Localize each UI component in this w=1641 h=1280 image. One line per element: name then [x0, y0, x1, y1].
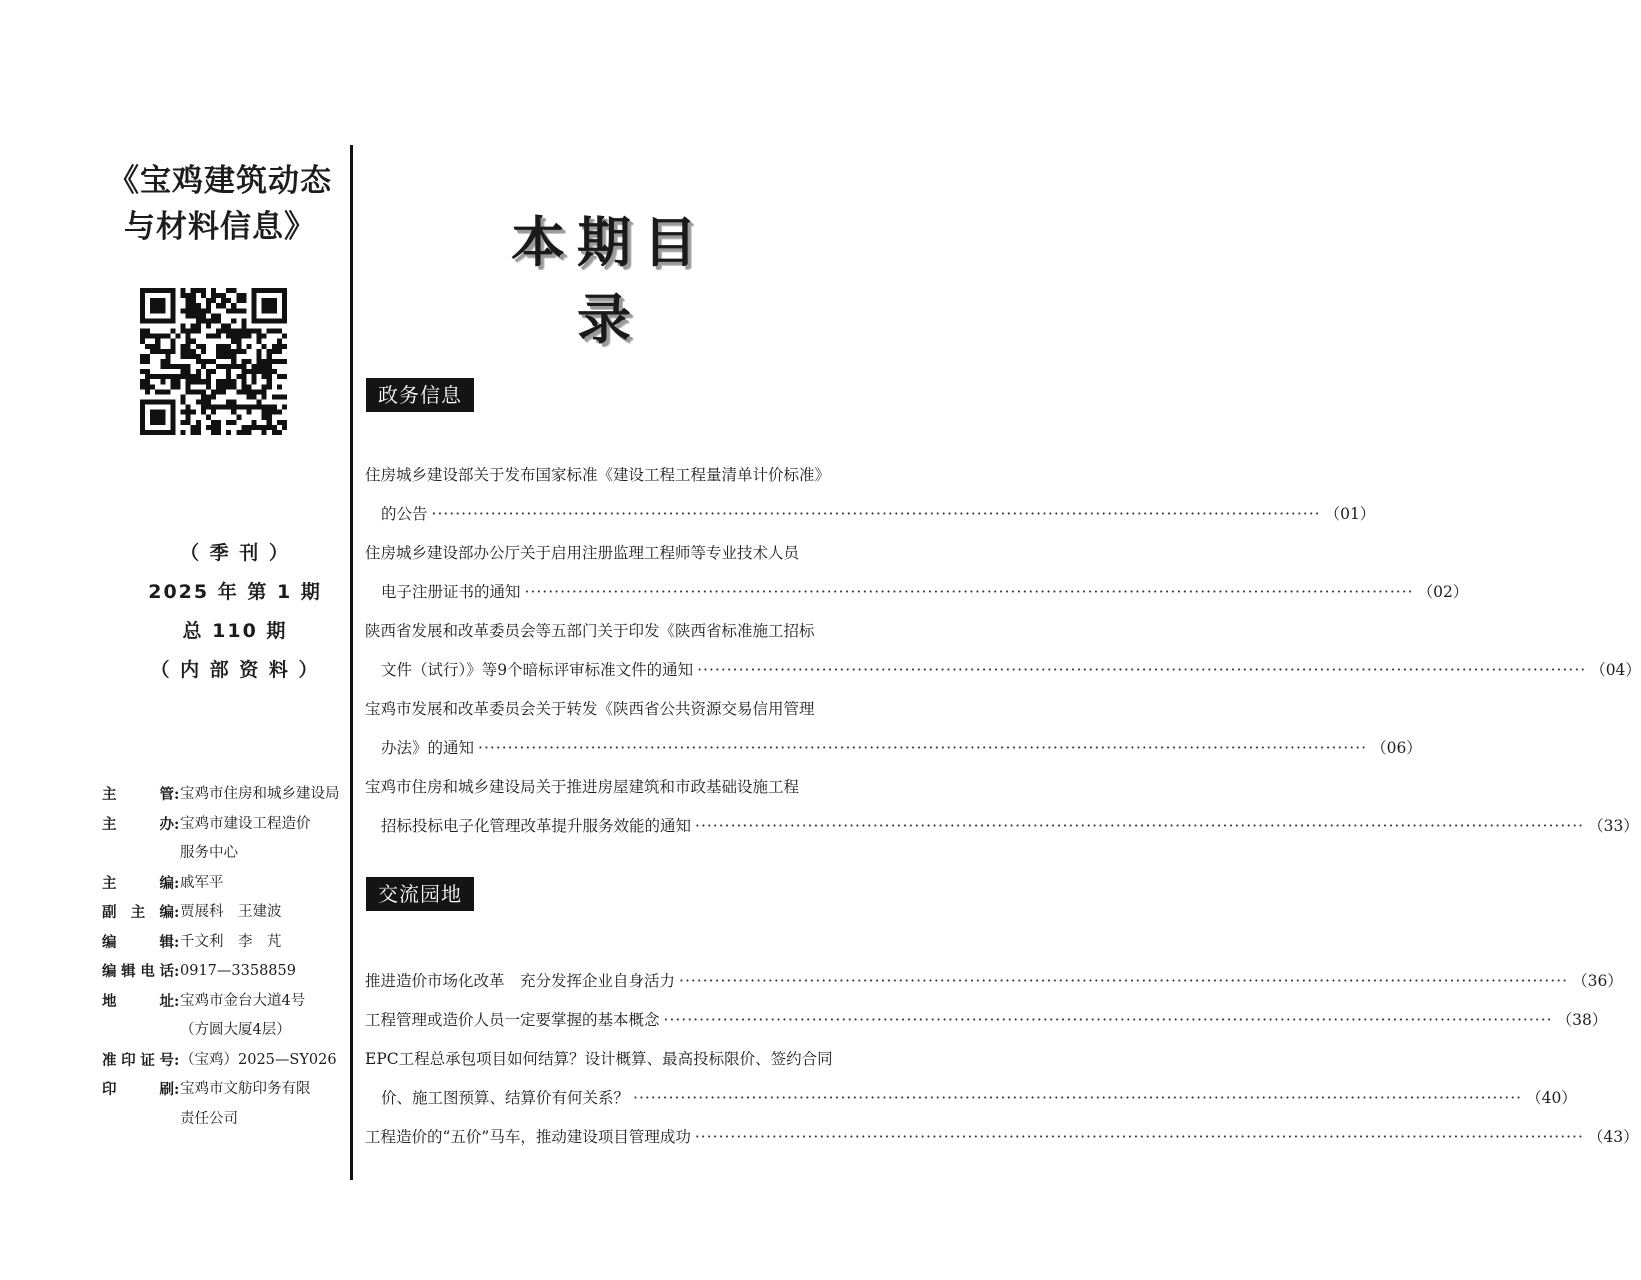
toc-leader-dots: ······················································································································································	[524, 583, 1414, 601]
toc-entry-line	[365, 495, 1376, 534]
toc-entry-text: 住房城乡建设部关于发布国家标准《建设工程工程量清单计价标准》	[365, 466, 831, 484]
credit-row	[102, 869, 347, 899]
toc-entry[interactable]	[365, 1118, 1639, 1157]
toc-entry[interactable]	[365, 690, 1422, 768]
toc-entry-text: EPC工程总承包项目如何结算？设计概算、最高投标限价、签约合同	[365, 1050, 833, 1068]
toc-entry-text: 工程管理或造价人员一定要掌握的基本概念	[365, 1011, 660, 1029]
toc-entry[interactable]	[365, 456, 1376, 534]
credit-colon: :	[174, 874, 180, 892]
credit-value	[180, 928, 347, 958]
credit-value-line: 贾展科 王建波	[180, 904, 282, 920]
toc-entry-line	[365, 962, 1623, 1001]
toc-entry-text: 住房城乡建设部办公厅关于启用注册监理工程师等专业技术人员	[365, 544, 800, 562]
credit-value-line: 戚军平	[180, 874, 224, 891]
credit-colon: :	[174, 815, 180, 833]
credit-colon: :	[174, 1081, 180, 1098]
credit-value	[180, 957, 347, 987]
credit-colon: :	[174, 786, 180, 803]
toc-entry[interactable]	[365, 768, 1639, 846]
credit-label: 地址	[102, 992, 174, 1010]
credit-value	[180, 1075, 347, 1134]
toc-entry-text: 文件（试行）》等9个暗标评审标准文件的通知	[381, 661, 694, 679]
credit-row	[102, 780, 347, 810]
toc-entry[interactable]	[365, 534, 1469, 612]
toc-leader-dots: ······················································································································································	[633, 1089, 1523, 1107]
toc-page-number: （04）	[1590, 661, 1641, 679]
credit-row	[102, 810, 347, 869]
magazine-title	[100, 158, 340, 250]
toc-entry-line	[365, 534, 850, 573]
credit-row	[102, 898, 347, 928]
toc-page-number: （01）	[1324, 505, 1376, 523]
credit-value-line: 0917—3358859	[180, 963, 296, 979]
section-tag-government-info: 政务信息	[366, 378, 474, 412]
toc-entry-text: 电子注册证书的通知	[381, 583, 521, 601]
toc-entry-line	[365, 456, 850, 495]
toc-list-government-info	[365, 456, 1641, 846]
toc-entry-line	[365, 1001, 1608, 1040]
credit-row	[102, 1075, 347, 1134]
section-tag-exchange: 交流园地	[366, 877, 474, 911]
credit-label: 准印证号	[102, 1051, 174, 1069]
issue-number: 2025 年 第 1 期	[148, 581, 322, 603]
toc-page-number: （06）	[1371, 739, 1422, 757]
toc-entry-line	[365, 690, 850, 729]
toc-entry[interactable]	[365, 962, 1623, 1001]
toc-entry-line	[365, 612, 850, 651]
toc-page-number: （33）	[1588, 817, 1639, 835]
toc-entry[interactable]	[365, 1001, 1608, 1040]
credit-value-line: 千文利 李 芃	[180, 933, 282, 950]
credit-row	[102, 928, 347, 958]
toc-heading: 本期目录	[511, 211, 709, 351]
credit-colon: :	[174, 933, 180, 951]
toc-page-number: （38）	[1556, 1011, 1608, 1029]
credit-value-line: 宝鸡市建设工程造价	[180, 815, 311, 832]
toc-entry-line	[365, 1118, 1639, 1157]
toc-leader-dots: ······················································································································································	[679, 972, 1569, 990]
toc-entry-line	[365, 651, 1641, 690]
toc-page-number: （36）	[1572, 972, 1623, 990]
toc-entry-text: 办法》的通知	[381, 739, 475, 757]
issue-frequency: （ 季 刊 ）	[180, 542, 290, 564]
toc-leader-dots: ······················································································································································	[663, 1011, 1553, 1029]
credit-value	[180, 987, 347, 1046]
toc-leader-dots: ······················································································································································	[478, 739, 1368, 757]
toc-entry-line	[365, 1040, 850, 1079]
credit-label: 印刷	[102, 1081, 174, 1098]
issue-type: （ 内 部 资 料 ）	[150, 659, 320, 681]
credit-value	[180, 780, 347, 810]
toc-entry-text: 价、施工图预算、结算价有何关系？	[381, 1089, 630, 1107]
toc-entry-text: 陕西省发展和改革委员会等五部门关于印发《陕西省标准施工招标	[365, 622, 815, 640]
credit-colon: :	[174, 992, 180, 1010]
credit-colon: :	[174, 1051, 180, 1069]
credit-label: 主编	[102, 874, 174, 892]
toc-entry-text: 推进造价市场化改革 充分发挥企业自身活力	[365, 972, 676, 990]
toc-entry[interactable]	[365, 612, 1641, 690]
toc-entry-line	[365, 807, 1639, 846]
credit-row	[102, 957, 347, 987]
credit-label: 编辑电话	[102, 963, 174, 980]
credit-value-line: 服务中心	[180, 845, 238, 861]
toc-entry-text: 宝鸡市发展和改革委员会关于转发《陕西省公共资源交易信用管理	[365, 700, 815, 718]
toc-page-number: （02）	[1417, 583, 1469, 601]
toc-list-exchange	[365, 962, 1639, 1157]
credit-row	[102, 987, 347, 1046]
credit-colon: :	[174, 963, 180, 980]
qr-code-icon[interactable]	[140, 288, 287, 435]
toc-entry-text: 工程造价的“五价”马车，推动建设项目管理成功	[365, 1128, 691, 1146]
toc-entry-line	[365, 573, 1469, 612]
toc-leader-dots: ······················································································································································	[695, 817, 1585, 835]
toc-page-number: （40）	[1526, 1089, 1577, 1107]
toc-entry-line	[365, 729, 1422, 768]
credit-label: 主管	[102, 786, 174, 803]
toc-entry-text: 的公告	[381, 505, 428, 523]
toc-entry-text: 宝鸡市住房和城乡建设局关于推进房屋建筑和市政基础设施工程	[365, 778, 800, 796]
toc-entry[interactable]	[365, 1040, 1577, 1118]
credit-value-line: 宝鸡市住房和城乡建设局	[180, 786, 340, 802]
credit-value-line: 宝鸡市金台大道4号	[180, 992, 306, 1009]
issue-info	[100, 534, 370, 690]
credit-value	[180, 898, 347, 928]
credit-value-line: 宝鸡市文舫印务有限	[180, 1081, 311, 1097]
magazine-title-line: 《宝鸡建筑动态	[108, 163, 332, 199]
toc-entry-text: 招标投标电子化管理改革提升服务效能的通知	[381, 817, 692, 835]
credit-colon: :	[174, 904, 180, 921]
credit-value-line: 责任公司	[180, 1110, 238, 1127]
credit-label: 编辑	[102, 933, 174, 951]
toc-leader-dots: ······················································································································································	[431, 505, 1321, 523]
credits-block	[102, 780, 347, 1134]
credit-value	[180, 810, 347, 869]
credit-value-line: （宝鸡）2025—SY026	[180, 1051, 337, 1068]
credit-value	[180, 869, 347, 899]
toc-leader-dots: ······················································································································································	[694, 1128, 1584, 1146]
magazine-title-line: 与材料信息》	[124, 209, 316, 245]
toc-page-number: （43）	[1587, 1128, 1639, 1146]
credit-value	[180, 1046, 347, 1076]
credit-value-line: （方圆大厦4层）	[180, 1022, 291, 1038]
credit-label: 主办	[102, 815, 174, 833]
toc-leader-dots: ······················································································································································	[697, 661, 1587, 679]
credit-row	[102, 1046, 347, 1076]
toc-entry-line	[365, 768, 850, 807]
issue-total: 总 110 期	[182, 620, 288, 642]
credit-label: 副主编	[102, 904, 174, 921]
toc-entry-line	[365, 1079, 1577, 1118]
